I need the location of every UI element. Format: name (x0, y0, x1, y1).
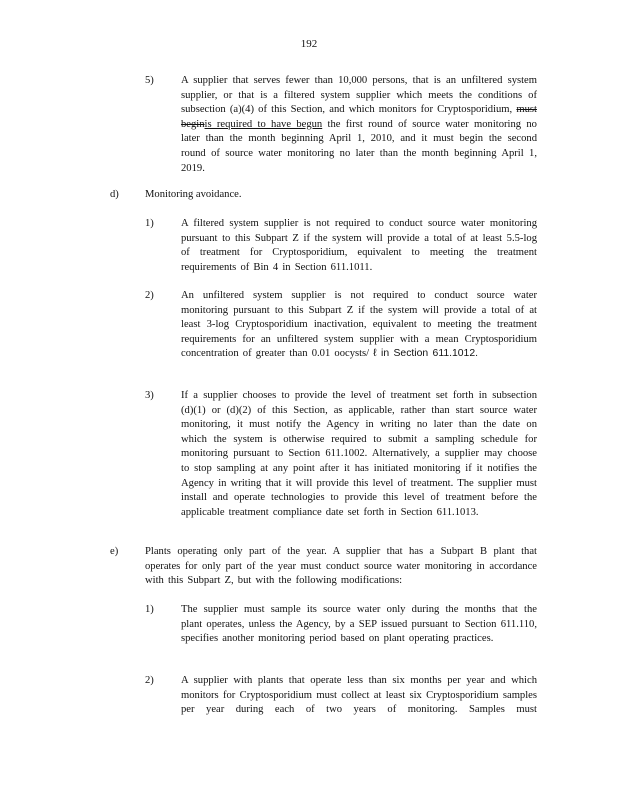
item-d3-label: 3) (145, 390, 154, 401)
section-e-text: Plants operating only part of the year. A supplier that has a Subpart B plant that operates for only part of the year must conduct source water monitoring in accordance with this Subpart Z, but with the following modifications: (145, 546, 537, 587)
item-c5-label: 5) (145, 75, 154, 86)
section-d-heading: Monitoring avoidance. (145, 189, 242, 200)
item-d3-text: If a supplier chooses to provide the level of treatment set forth in subsection (d)(1) or (d)(2) of this Section, as applicable, rather than start source water monitoring, it must notify the Agency in writing no later than the date on which the system is otherwise required to submit a sampling schedule for monitoring pursuant to Section 611.1002. Alternatively, a supplier may choose to stop sampling at any point after it has initiated monitoring if it notifies the Agency in writing that it will provide this level of treatment. The supplier must install and operate technologies to provide this level of treatment before the applicable treatment compliance date set forth in Section 611.1013. (181, 390, 537, 518)
item-c5-text (181, 74, 537, 176)
item-d2-body: An unfiltered system supplier is not required to conduct source water monitoring pursuant to this Subpart Z if the system will provide a total of at least 3-log Cryptosporidium inactivation, equivalent to meeting the treatment requirements for an unfiltered system supplier with a mean Cryptosporidium concentration of greater than 0.01 oocysts/ (181, 290, 537, 360)
item-c5-text-after: the first round of source water monitoring no later than the month beginning April 1, 2010, and it must begin the second round of source water monitoring no later than the month beginning April 1, 2019. (181, 118, 537, 174)
page-number: 192 (300, 38, 318, 50)
item-d1-label: 1) (145, 218, 154, 229)
item-e1-label: 1) (145, 604, 154, 615)
item-e2-text: A supplier with plants that operate less than six months per year and which monitors for Cryptosporidium must collect at least six Cryptosporidium samples per year during each of two years of monitoring. Samples must (181, 675, 537, 716)
deleted-text: must begin (181, 104, 537, 130)
item-d2-tail: ℓ in Section 611.1012. (373, 348, 478, 360)
item-d2-label: 2) (145, 290, 154, 301)
item-d1-text: A filtered system supplier is not required to conduct source water monitoring pursuant to this Subpart Z if the system will provide a total of at least 5.5-log of treatment for Cryptosporidium, equivalent to meeting the treatment requirements of Bin 4 in Section 611.1011. (181, 218, 537, 273)
section-d-label: d) (110, 189, 119, 200)
item-e2-label: 2) (145, 675, 154, 686)
section-e-label: e) (110, 546, 119, 557)
item-d2-text (181, 289, 537, 362)
inserted-text: is required to have begun (204, 118, 323, 130)
item-e1-text: The supplier must sample its source water only during the months that the plant operates, unless the Agency, by a SEP issued pursuant to Section 611.110, specifies another monitoring period based on plant operating practices. (181, 604, 537, 645)
item-c5-text-before: A supplier that serves fewer than 10,000 persons, that is an unfiltered system supplier, or that is a filtered system supplier which meets the conditions of subsection (a)(4) of this Section, and which monitors for Cryptosporidium, (181, 75, 537, 116)
